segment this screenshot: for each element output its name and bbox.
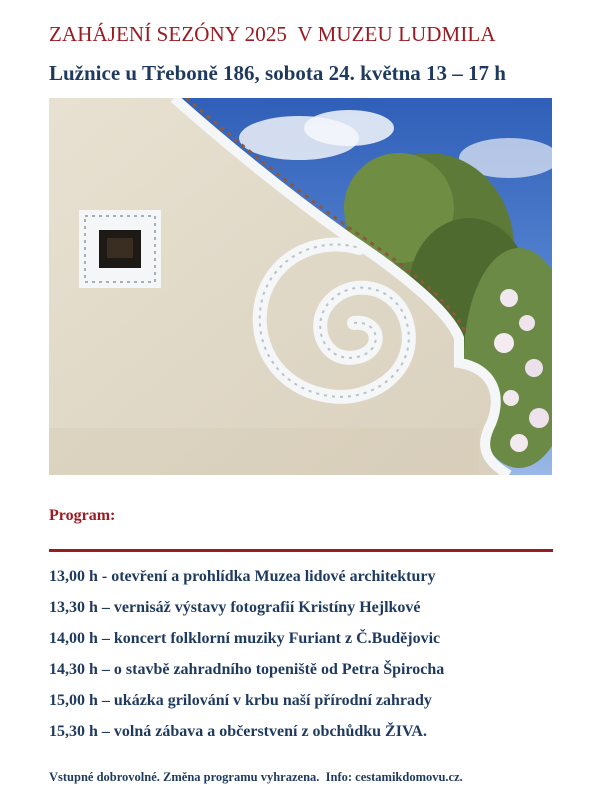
event-title: ZAHÁJENÍ SEZÓNY 2025 V MUZEU LUDMILA [49, 22, 496, 46]
program-item: 15,30 h – volná zábava a občerstvení z obchůdku ŽIVA. [49, 723, 427, 740]
program-item: 13,30 h – vernisáž výstavy fotografií Kristíny Hejlkové [49, 599, 421, 616]
program-item: 14,00 h – koncert folklorní muziky Furiant z Č.Budějovic [49, 630, 441, 647]
footer-note: Vstupné dobrovolné. Změna programu vyhrazena. Info: cestamikdomovu.cz. [49, 770, 463, 784]
program-item: 14,30 h – o stavbě zahradního topeniště od Petra Špirocha [49, 661, 445, 678]
program-item: 15,00 h – ukázka grilování v krbu naší přírodní zahrady [49, 692, 432, 709]
event-location-date: Lužnice u Třeboně 186, sobota 24. května 13 – 17 h [49, 61, 506, 85]
gable-spiral-photo [49, 98, 552, 475]
program-item: 13,00 h - otevření a prohlídka Muzea lidové architektury [49, 568, 436, 585]
program-heading: Program: [49, 507, 116, 524]
divider [49, 549, 553, 552]
program-list [49, 566, 444, 752]
